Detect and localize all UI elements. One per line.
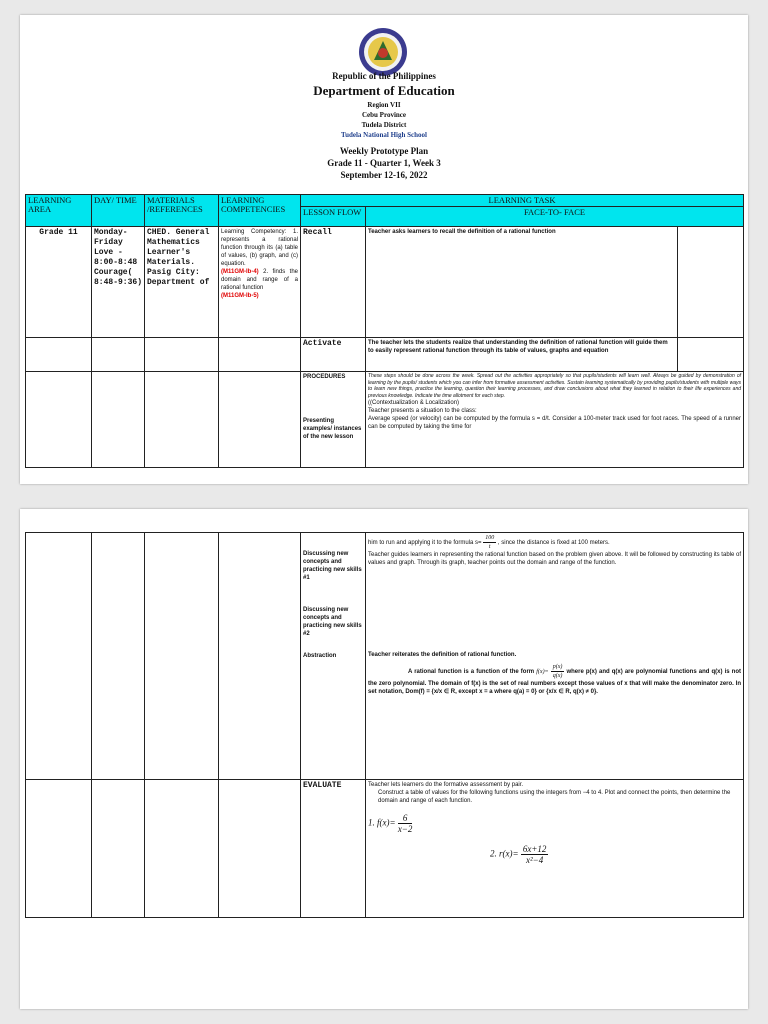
day-time-cell: Monday-Friday Love - 8:00-8:48 Courage( 8:48-9:36) (92, 227, 145, 338)
header-face-to-face: FACE-TO- FACE (366, 207, 744, 227)
competency-2-code: (M11GM-Ib-5) (221, 293, 259, 299)
district-line: Tudela District (361, 121, 407, 129)
document-page-1 (20, 15, 748, 484)
procedures-content (366, 372, 744, 468)
plan-table (25, 194, 744, 468)
flow-activate: Activate (301, 338, 366, 372)
date-range: September 12-16, 2022 (340, 170, 428, 180)
flow-presenting: Presenting examples/ instances of the new lesson (303, 418, 362, 440)
grade-quarter: Grade 11 - Quarter 1, Week 3 (327, 158, 441, 168)
header-lesson-flow: LESSON FLOW (301, 207, 366, 227)
contextualization: ((Contextualization & Localization) (368, 400, 460, 406)
learning-area-cell: Grade 11 (26, 227, 92, 338)
discussion-content (366, 533, 744, 780)
competency-1-code: (M11GM-Ib-4) (221, 269, 259, 275)
evaluate-instruction-2: Construct a table of values for the following functions using the integers from −4 to 4. Plot and connect the points, then determine the domain and range of each function. (378, 790, 731, 804)
competencies-cell (219, 227, 301, 338)
task-recall: Teacher asks learners to recall the definition of a rational function (366, 227, 678, 338)
flow-discuss-2: Discussing new concepts and practicing new skills #2 (303, 607, 362, 637)
presents-situation: Teacher presents a situation to the class: (368, 408, 477, 414)
speed-formula-text: Average speed (or velocity) can be computed by the formula s = d/t. Consider a 100-meter track used for foot races. The speed of a runner can be computed by taking the time for (368, 416, 742, 430)
plan-title: Weekly Prototype Plan (339, 146, 429, 156)
flow-abstraction: Abstraction (303, 653, 337, 659)
header-day-time: DAY/ TIME (92, 195, 145, 227)
header-learning-area: LEARNING AREA (26, 195, 92, 227)
empty-cell (678, 227, 744, 338)
document-page-2 (20, 509, 748, 1009)
header-competencies: LEARNING COMPETENCIES (219, 195, 301, 227)
header-learning-task: LEARNING TASK (301, 195, 744, 207)
school-name: Tudela National High School (341, 131, 427, 139)
materials-cell: CHED. General Mathematics Learner's Materials. Pasig City: Department of (145, 227, 219, 338)
procedure-note: These steps should be done across the week. Spread out the activities appropriately so that pupils/students will learn well. Always be guided by demonstration of learning by the pupils/ students which you can infer from formative assessment activities. Sustain learning systematically by providing pupils/students with multiple ways to learn new things, practice the learning, question their learning processes, and draw conclusions about what they learned in relation to their life experiences and previous knowledge. Indicate the time allotment for each step. (368, 373, 742, 399)
flow-recall: Recall (301, 227, 366, 338)
equation-2: 2. r(x)= $\frac{6x+12}{\text{x²−4}}$ (490, 844, 547, 865)
flow-discuss-1: Discussing new concepts and practicing new skills #1 (303, 551, 362, 581)
flow-procedures: PROCEDURES (303, 374, 346, 380)
competency-1-text: Learning Competency: 1. represents a rational function through its (a) table of values, (b) graph, and (c) equation. (221, 229, 298, 267)
definition-text: A rational function is a function of the form f(x)= $\frac{p(x)}{q(x)}$ where p(x) and q(x) are polynomial functions and q(x) is not the zero polynomial. The domain of f(x) is the set of real numbers except those values of x that will make the denominator zero. In set notation, Dom(f) = {x/x ∈ R, except x = a where q(a) = 0} or {x/x ∈ R, q(x) ≠ 0}. (368, 664, 742, 695)
continued-formula-text: him to run and applying it to the formula s= $\frac{100}{t}$ , since the distance is fixed at 100 meters. (368, 535, 610, 550)
reiterates-text: Teacher reiterates the definition of rational function. (368, 652, 517, 658)
department-title: Department of Education (313, 83, 455, 98)
equation-1: 1. f(x)= $\frac{6}{x-2}$ (368, 813, 413, 834)
fraction-p-over-q: $\frac{p(x)}{q(x)}$ (552, 664, 563, 679)
flow-procedures-cell (301, 372, 366, 468)
fraction-100-over-t: $\frac{100}{t}$ (485, 535, 495, 550)
flow-discussion-cell (301, 533, 366, 780)
header-materials: MATERIALS /REFERENCES (145, 195, 219, 227)
teacher-guides-text: Teacher guides learners in representing the rational function based on the problem given above. It will be followed by constructing its table of values and graph. Through its graph, teacher points out the domain and range of the function. (368, 552, 741, 566)
task-activate: The teacher lets the students realize that understanding the definition of rational function will guide them to easily represent rational function through its table of values, graphs and equation (366, 338, 678, 372)
region-line: Region VII (367, 101, 401, 109)
competency-2-text: 2. finds the domain and range of a rational function (221, 269, 298, 291)
evaluate-content (366, 780, 744, 918)
plan-table-continued (25, 532, 744, 918)
province-line: Cebu Province (361, 111, 406, 119)
deped-seal-logo (358, 27, 408, 77)
republic-line: Republic of the Philippines (332, 71, 436, 81)
flow-evaluate: EVALUATE (301, 780, 366, 918)
evaluate-instruction-1: Teacher lets learners do the formative assessment by pair. (368, 782, 524, 788)
empty-cell (678, 338, 744, 372)
